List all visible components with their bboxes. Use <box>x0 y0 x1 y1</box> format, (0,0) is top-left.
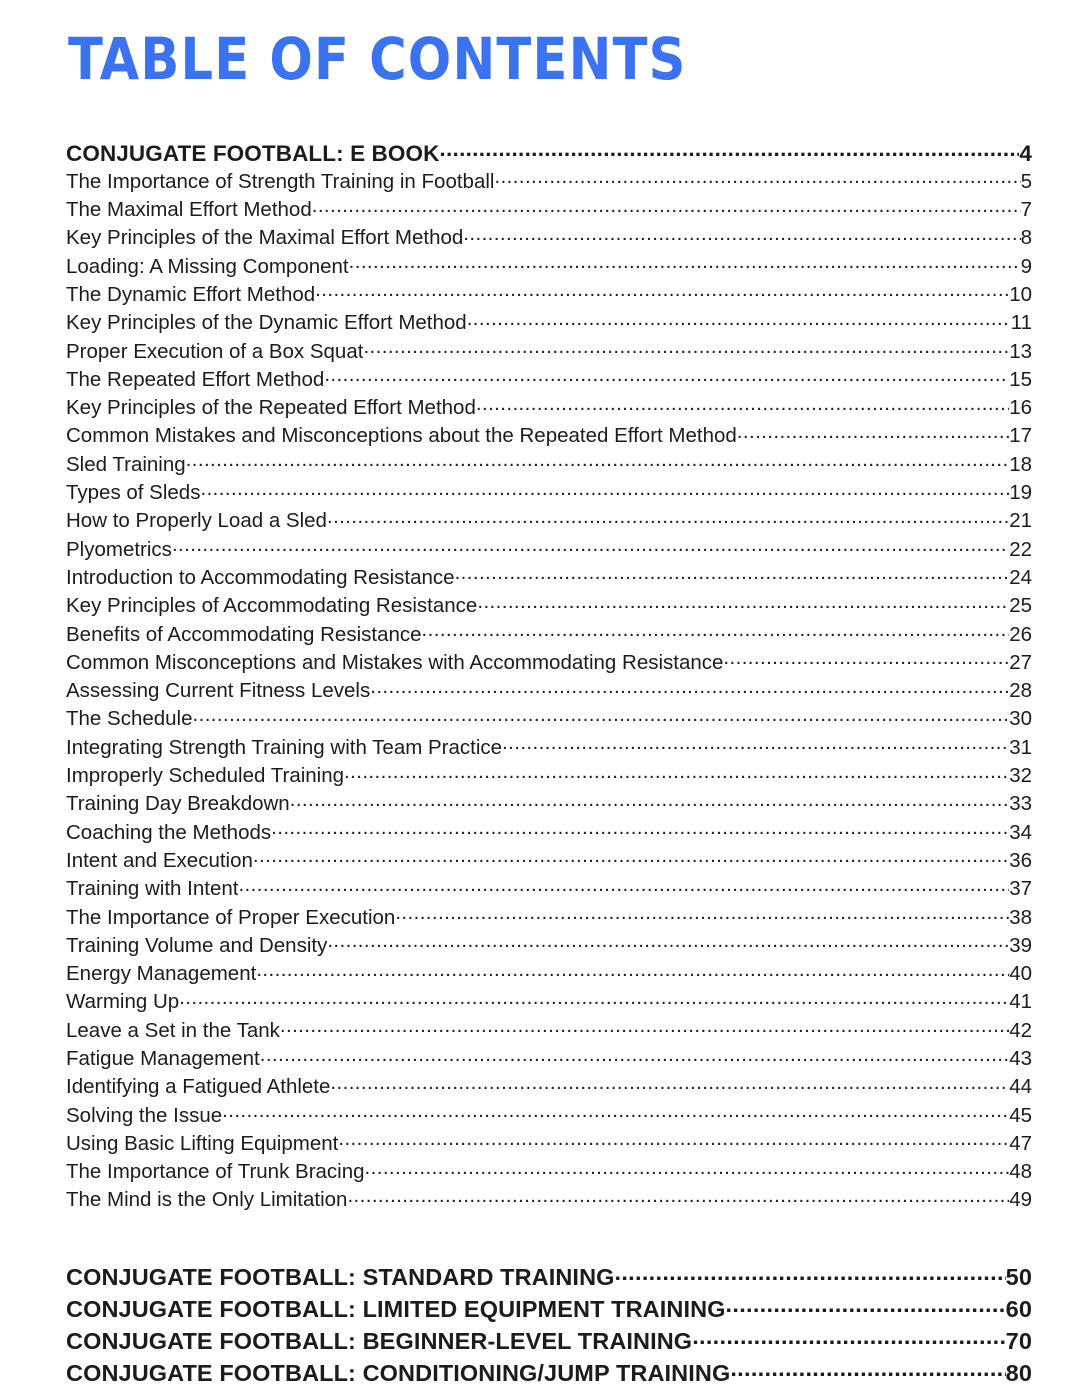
toc-dot-leader <box>726 1293 1006 1317</box>
toc-dot-leader <box>723 648 1009 669</box>
toc-dot-leader <box>179 988 1009 1009</box>
toc-entry[interactable] <box>66 365 1032 393</box>
toc-entry[interactable] <box>66 762 1032 790</box>
toc-dot-leader <box>290 790 1009 811</box>
toc-page-number: 32 <box>1009 764 1032 788</box>
toc-entry-label: The Schedule <box>66 707 193 731</box>
toc-entry-label: Energy Management <box>66 962 257 986</box>
toc-entry-label: The Importance of Trunk Bracing <box>66 1160 365 1184</box>
toc-main-entries <box>66 138 1032 1214</box>
toc-page-number: 50 <box>1005 1263 1032 1290</box>
toc-page-number: 22 <box>1009 537 1032 561</box>
toc-entry-label: CONJUGATE FOOTBALL: CONDITIONING/JUMP TRAINING <box>66 1359 731 1386</box>
toc-entry[interactable] <box>66 138 1032 167</box>
toc-page-number: 45 <box>1009 1103 1032 1127</box>
toc-entry-label: Assessing Current Fitness Levels <box>66 679 371 703</box>
toc-dot-leader <box>193 705 1010 726</box>
toc-page-number: 36 <box>1009 848 1032 872</box>
toc-dot-leader <box>730 1357 1005 1381</box>
toc-dot-leader <box>349 252 1021 273</box>
toc-page-number: 49 <box>1009 1188 1032 1212</box>
toc-dot-leader <box>467 309 1011 330</box>
toc-entry[interactable] <box>66 280 1032 308</box>
toc-page-number: 80 <box>1005 1359 1032 1386</box>
toc-entry[interactable] <box>66 1186 1032 1214</box>
toc-dot-leader <box>344 762 1009 783</box>
toc-page-number: 7 <box>1020 198 1032 222</box>
toc-entry-label: Key Principles of the Dynamic Effort Method <box>66 311 467 335</box>
toc-entry-label: The Repeated Effort Method <box>66 367 325 391</box>
toc-dot-leader <box>502 733 1009 754</box>
toc-entry[interactable] <box>66 960 1032 988</box>
toc-entry-label: Warming Up <box>66 990 180 1014</box>
toc-page-number: 21 <box>1009 509 1032 533</box>
toc-entry-label: Solving the Issue <box>66 1103 223 1127</box>
toc-page-number: 44 <box>1009 1075 1032 1099</box>
toc-entry-label: How to Properly Load a Sled <box>66 509 327 533</box>
toc-dot-leader <box>327 507 1009 528</box>
toc-entry[interactable] <box>66 507 1032 535</box>
toc-page-number: 28 <box>1009 679 1032 703</box>
toc-page-number: 41 <box>1009 990 1032 1014</box>
toc-page-number: 18 <box>1009 452 1032 476</box>
toc-entry-label: The Maximal Effort Method <box>66 198 312 222</box>
toc-dot-leader <box>222 1101 1009 1122</box>
toc-page-number: 8 <box>1020 226 1032 250</box>
toc-dot-leader <box>347 1186 1009 1207</box>
toc-dot-leader <box>737 422 1009 443</box>
toc-entry[interactable] <box>66 903 1032 931</box>
toc-entry[interactable] <box>66 337 1032 365</box>
page-title: TABLE OF CONTENTS <box>68 25 687 93</box>
toc-section-entries <box>66 1261 1032 1389</box>
toc-page-number: 16 <box>1009 396 1032 420</box>
toc-page-number: 5 <box>1020 169 1032 193</box>
toc-entry-label: Training with Intent <box>66 877 239 901</box>
toc-page-number: 39 <box>1009 933 1032 957</box>
toc-entry-label: Fatigue Management <box>66 1047 260 1070</box>
toc-entry[interactable] <box>66 733 1032 761</box>
toc-entry-label: Identifying a Fatigued Athlete <box>66 1075 331 1099</box>
toc-entry[interactable] <box>66 309 1032 337</box>
toc-page-number: 4 <box>1019 140 1032 166</box>
toc-page-number: 24 <box>1009 565 1032 589</box>
toc-entry[interactable] <box>66 196 1032 224</box>
toc-entry[interactable] <box>66 988 1032 1016</box>
toc-entry[interactable] <box>66 252 1032 280</box>
toc-entry[interactable] <box>66 875 1032 903</box>
toc-dot-leader <box>186 450 1010 471</box>
toc-page-number: 70 <box>1005 1327 1032 1354</box>
toc-entry[interactable] <box>66 1293 1032 1325</box>
toc-dot-leader <box>476 394 1009 415</box>
toc-entry-label: The Mind is the Only Limitation <box>66 1188 348 1212</box>
toc-entry-label: Key Principles of the Maximal Effort Method <box>66 226 464 250</box>
toc-entry[interactable] <box>66 563 1032 591</box>
toc-entry-label: Introduction to Accommodating Resistance <box>66 565 455 589</box>
toc-page-number: 30 <box>1009 707 1032 731</box>
toc-page-number: 17 <box>1009 424 1032 448</box>
toc-entry[interactable] <box>66 705 1032 733</box>
toc-entry-label: CONJUGATE FOOTBALL: E BOOK <box>66 140 440 166</box>
toc-page-number: 13 <box>1009 339 1032 363</box>
toc-entry[interactable] <box>66 846 1032 874</box>
toc-page-number: 33 <box>1009 792 1032 816</box>
toc-entry-label: CONJUGATE FOOTBALL: BEGINNER-LEVEL TRAINING <box>66 1327 693 1354</box>
toc-entry[interactable] <box>66 1158 1032 1186</box>
toc-entry[interactable] <box>66 422 1032 450</box>
toc-entry-label: Common Misconceptions and Mistakes with Accommodating Resistance <box>66 650 724 674</box>
toc-dot-leader <box>330 1073 1009 1094</box>
toc-page-number: 26 <box>1009 622 1032 646</box>
toc-dot-leader <box>238 875 1009 896</box>
toc-dot-leader <box>338 1129 1009 1150</box>
toc-entry[interactable] <box>66 224 1032 252</box>
toc-dot-leader <box>312 196 1021 217</box>
toc-entry-label: The Importance of Proper Execution <box>66 905 396 929</box>
toc-entry-label: Plyometrics <box>66 537 172 561</box>
toc-dot-leader <box>327 931 1009 952</box>
toc-entry[interactable] <box>66 1261 1032 1293</box>
toc-entry-label: Leave a Set in the Tank <box>66 1018 280 1042</box>
toc-entry-label: Coaching the Methods <box>66 820 272 844</box>
toc-dot-leader <box>260 1045 1009 1066</box>
toc-dot-leader <box>324 365 1009 386</box>
toc-entry[interactable] <box>66 1073 1032 1101</box>
toc-list <box>66 138 1032 1389</box>
toc-page-number: 19 <box>1009 481 1032 505</box>
toc-dot-leader <box>315 280 1009 301</box>
toc-entry-label: Integrating Strength Training with Team Practice <box>66 735 503 759</box>
toc-entry[interactable] <box>66 535 1032 563</box>
toc-dot-leader <box>439 138 1019 161</box>
toc-page-number: 40 <box>1009 962 1032 986</box>
toc-entry[interactable] <box>66 592 1032 620</box>
toc-entry[interactable] <box>66 1357 1032 1389</box>
toc-dot-leader <box>615 1261 1006 1285</box>
toc-entry[interactable] <box>66 450 1032 478</box>
toc-dot-leader <box>256 960 1009 981</box>
toc-entry-label: Using Basic Lifting Equipment <box>66 1131 339 1155</box>
toc-entry[interactable] <box>66 1101 1032 1129</box>
toc-dot-leader <box>172 535 1009 556</box>
toc-page-number: 11 <box>1010 311 1032 335</box>
toc-entry-label: Proper Execution of a Box Squat <box>66 339 364 363</box>
toc-page-number: 38 <box>1009 905 1032 929</box>
toc-page-number: 37 <box>1009 877 1032 901</box>
toc-dot-leader <box>280 1016 1009 1037</box>
toc-page-number: 9 <box>1020 254 1032 278</box>
toc-page-number: 43 <box>1009 1047 1032 1070</box>
toc-entry-label: The Importance of Strength Training in Football <box>66 169 495 193</box>
toc-page-number: 42 <box>1009 1018 1032 1042</box>
toc-dot-leader <box>463 224 1020 245</box>
toc-entry-label: Improperly Scheduled Training <box>66 764 345 788</box>
toc-entry[interactable] <box>66 931 1032 959</box>
toc-page-number: 27 <box>1009 650 1032 674</box>
toc-dot-leader <box>200 479 1009 500</box>
toc-page-number: 60 <box>1005 1295 1032 1322</box>
toc-entry[interactable] <box>66 1325 1032 1357</box>
toc-entry[interactable] <box>66 167 1032 195</box>
toc-entry[interactable] <box>66 1045 1032 1073</box>
toc-entry[interactable] <box>66 790 1032 818</box>
toc-page-number: 34 <box>1009 820 1032 844</box>
toc-dot-leader <box>692 1325 1005 1349</box>
toc-entry-label: Intent and Execution <box>66 848 253 872</box>
toc-dot-leader <box>253 846 1009 867</box>
toc-entry-label: Training Volume and Density <box>66 933 328 957</box>
toc-entry-label: CONJUGATE FOOTBALL: LIMITED EQUIPMENT TRAINING <box>66 1295 726 1322</box>
toc-entry-label: Key Principles of Accommodating Resistance <box>66 594 478 618</box>
toc-dot-leader <box>395 903 1009 924</box>
toc-dot-leader <box>363 337 1009 358</box>
toc-dot-leader <box>271 818 1009 839</box>
toc-entry-label: Sled Training <box>66 452 186 476</box>
toc-entry-label: Loading: A Missing Component <box>66 254 349 278</box>
toc-entry-label: Key Principles of the Repeated Effort Method <box>66 396 476 420</box>
toc-page-number: 48 <box>1009 1160 1032 1184</box>
toc-page-number: 31 <box>1009 735 1032 759</box>
toc-entry[interactable] <box>66 1016 1032 1044</box>
toc-entry-label: CONJUGATE FOOTBALL: STANDARD TRAINING <box>66 1263 615 1290</box>
toc-dot-leader <box>477 592 1009 613</box>
toc-entry[interactable] <box>66 677 1032 705</box>
toc-entry-label: Training Day Breakdown <box>66 792 290 816</box>
toc-entry-label: The Dynamic Effort Method <box>66 282 316 306</box>
toc-entry-label: Types of Sleds <box>66 481 201 505</box>
toc-entry[interactable] <box>66 620 1032 648</box>
toc-dot-leader <box>365 1158 1010 1179</box>
toc-entry[interactable] <box>66 648 1032 676</box>
toc-dot-leader <box>494 167 1020 188</box>
toc-entry[interactable] <box>66 818 1032 846</box>
toc-page-number: 47 <box>1009 1131 1032 1155</box>
toc-dot-leader <box>455 563 1010 584</box>
toc-entry[interactable] <box>66 394 1032 422</box>
toc-dot-leader <box>422 620 1010 641</box>
toc-entry[interactable] <box>66 479 1032 507</box>
toc-page-number: 15 <box>1009 367 1032 391</box>
toc-page-number: 25 <box>1009 594 1032 618</box>
toc-entry-label: Common Mistakes and Misconceptions about the Repeated Effort Method <box>66 424 737 448</box>
toc-entry[interactable] <box>66 1129 1032 1157</box>
toc-page-number: 10 <box>1009 282 1032 306</box>
toc-entry-label: Benefits of Accommodating Resistance <box>66 622 422 646</box>
toc-dot-leader <box>370 677 1009 698</box>
